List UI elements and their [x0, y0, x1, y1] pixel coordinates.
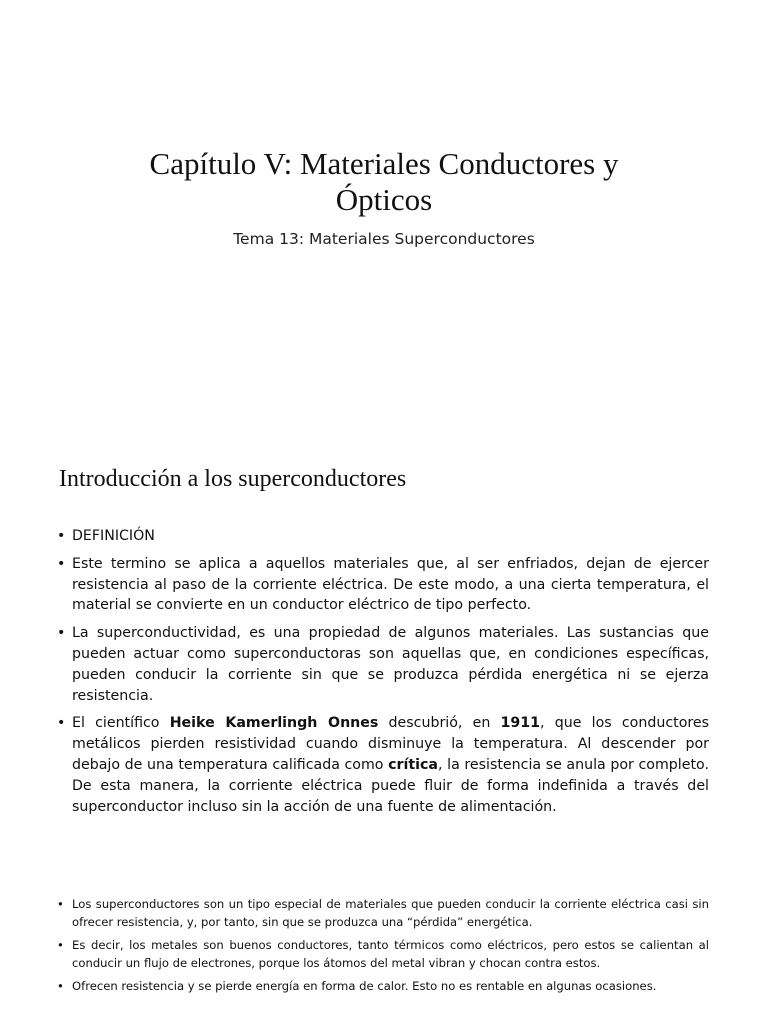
chapter-title	[80, 146, 688, 218]
bullet-text: DEFINICIÓN	[72, 528, 155, 544]
slide-title	[0, 0, 768, 420]
list-item	[57, 937, 709, 972]
bullet-text-part: , que los conductores metálicos pierden resistividad cuando disminuye la temperatura. Al descender por debajo de una temperatura calificada como	[72, 715, 710, 773]
bullet-text: Es decir, los metales son buenos conductores, tanto térmicos como eléctricos, pero estos se calientan al conducir un flujo de electrones, porque los átomos del metal vibran y chocan contra estos.	[72, 938, 709, 970]
bullet-text: La superconductividad, es una propiedad de algunos materiales. Las sustancias que pueden actuar como superconductoras son aquellas que, en condiciones específicas, pueden conducir la corriente sin que se produzca pérdida energética ni se ejerza resistencia.	[72, 625, 709, 704]
bullet-text: Este termino se aplica a aquellos materiales que, al ser enfriados, dejan de ejercer resistencia al paso de la corriente eléctrica. De este modo, a una cierta temperatura, el material se convierte en un conductor eléctrico de tipo perfecto.	[72, 555, 709, 614]
list-item	[57, 554, 709, 616]
list-item	[57, 623, 709, 706]
chapter-title-line1: Capítulo V: Materiales Conductores y	[149, 146, 619, 181]
chapter-title-line2: Ópticos	[335, 182, 433, 217]
discovery-year: 1911	[500, 715, 541, 732]
list-item	[57, 896, 709, 931]
topic-subtitle: Tema 13: Materiales Superconductores	[233, 230, 535, 248]
slide-introduction	[0, 440, 768, 840]
bullet-list	[57, 896, 709, 1002]
bullet-text: Los superconductores son un tipo especial de materiales que pueden conducir la corriente eléctrica casi sin ofrecer resistencia, y, por tanto, sin que se produzca una “pérdida” energética.	[72, 897, 709, 929]
bullet-list	[57, 526, 709, 824]
list-item	[57, 978, 709, 996]
bullet-text-part: descubrió, en	[378, 715, 501, 732]
list-item	[57, 713, 709, 817]
slide-details	[0, 860, 768, 1024]
section-heading: Introducción a los superconductores	[59, 466, 407, 492]
list-item	[57, 526, 709, 547]
critical-term: crítica	[388, 756, 439, 773]
bullet-text-part: , la resistencia se anula por completo. De esta manera, la corriente eléctrica puede fluir de forma indefinida a través del superconductor incluso sin la acción de una fuente de alimentación.	[72, 756, 709, 815]
bullet-text-part: El científico	[72, 715, 170, 732]
bullet-text: Ofrecen resistencia y se pierde energía en forma de calor. Esto no es rentable en algunas ocasiones.	[72, 979, 657, 993]
scientist-name: Heike Kamerlingh Onnes	[169, 715, 379, 732]
